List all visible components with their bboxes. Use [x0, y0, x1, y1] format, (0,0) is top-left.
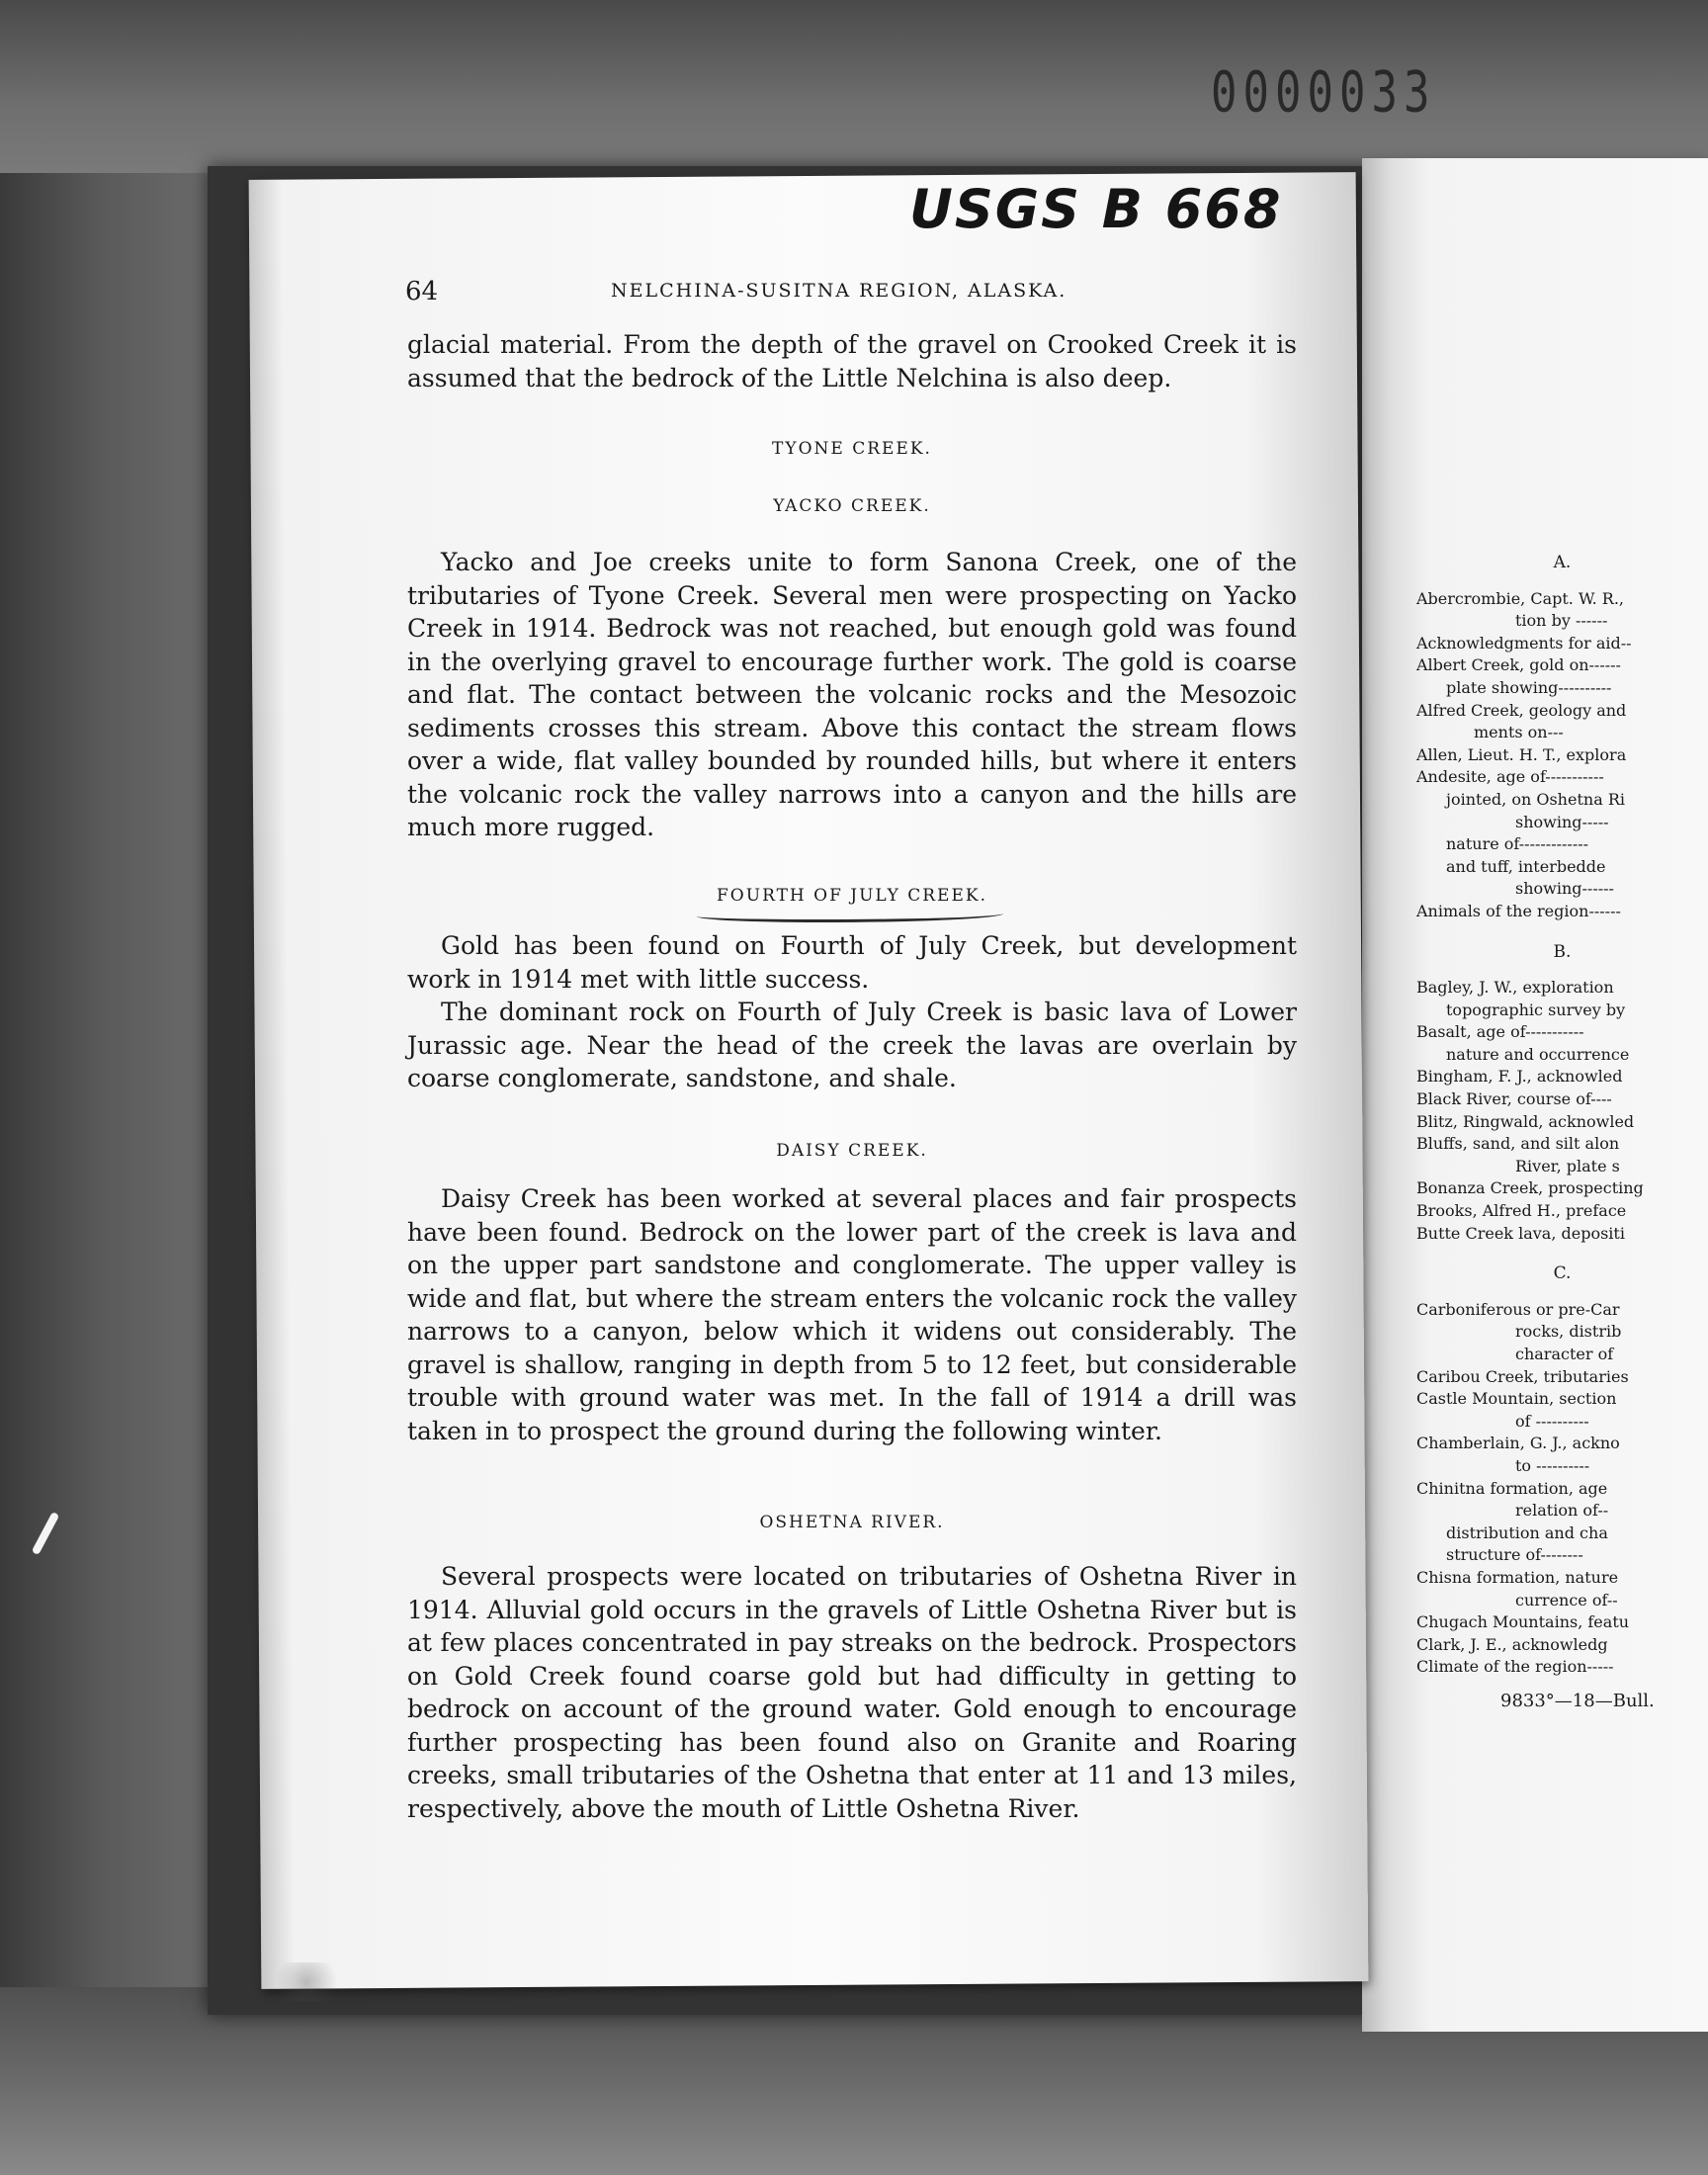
- index-entry: Bonanza Creek, prospecting: [1416, 1178, 1644, 1198]
- section-heading-daisy-creek: DAISY CREEK.: [776, 1141, 928, 1161]
- index-entry: Bagley, J. W., exploration: [1416, 978, 1614, 998]
- fourth-of-july-paragraph-1: Gold has been found on Fourth of July Creek, but development work in 1914 met with little success.: [407, 931, 1297, 994]
- index-entry: Bluffs, sand, and silt alon: [1416, 1134, 1620, 1154]
- page-header: [405, 277, 1295, 306]
- section-heading-oshetna-river: OSHETNA RIVER.: [759, 1513, 945, 1532]
- scan-background-top: [0, 0, 1708, 173]
- index-entry: showing------: [1515, 879, 1614, 899]
- archive-stamp-number: 0000033: [1211, 59, 1436, 126]
- yacko-creek-section: [407, 490, 1297, 524]
- index-entry: Andesite, age of-----------: [1416, 767, 1604, 787]
- daisy-creek-body: [407, 1182, 1297, 1447]
- index-entry: jointed, on Oshetna Ri: [1446, 789, 1625, 809]
- daisy-creek-section: [407, 1135, 1297, 1169]
- index-entry: Albert Creek, gold on------: [1416, 655, 1621, 675]
- oshetna-river-paragraph: Several prospects were located on tributaries of Oshetna River in 1914. Alluvial gold occurs in the gravels of Little Oshetna River but is at few places concentrated in pay streaks on the bedrock. Prospectors on Gold Creek found coarse gold but had difficulty in getting to bedrock on account of the ground water. Gold enough to encourage further prospecting has been found also on Granite and Roaring creeks, small tributaries of the Oshetna that enter at 11 and 13 miles, respectively, above the mouth of Little Oshetna River.: [407, 1562, 1297, 1823]
- index-entry: Castle Mountain, section: [1416, 1389, 1617, 1409]
- index-entry: Chisna formation, nature: [1416, 1567, 1619, 1587]
- section-heading-fourth-of-july-creek: FOURTH OF JULY CREEK.: [717, 886, 987, 906]
- index-entry: Black River, course of----: [1416, 1089, 1612, 1109]
- oshetna-river-section: [407, 1507, 1297, 1540]
- daisy-creek-paragraph: Daisy Creek has been worked at several places and fair prospects have been found. Bedrock on the lower part of the creek is lava and on the upper part sandstone and conglomerate. The upper valley is wide and flat, but where the stream enters the volcanic rock the valley narrows to a canyon, below which it widens out considerably. The gravel is shallow, ranging in depth from 5 to 12 feet, but considerable trouble with ground water was met. In the fall of 1914 a drill was taken in to prospect the ground during the following winter.: [407, 1184, 1297, 1445]
- pencil-mark: [32, 1512, 60, 1555]
- oshetna-river-body: [407, 1560, 1297, 1825]
- index-entry: character of: [1515, 1345, 1614, 1363]
- index-entry: currence of--: [1515, 1590, 1618, 1610]
- index-entry: ments on---: [1474, 723, 1564, 742]
- index-entry: Animals of the region------: [1416, 901, 1621, 920]
- index-entry: Basalt, age of-----------: [1416, 1022, 1584, 1042]
- section-heading-tyone-creek: TYONE CREEK.: [772, 439, 932, 459]
- index-entry: and tuff, interbedde: [1446, 856, 1606, 876]
- page-wear-mark: [267, 1962, 346, 2002]
- index-entry: distribution and cha: [1446, 1522, 1608, 1542]
- page-number: 64: [405, 277, 439, 306]
- index-entry: Alfred Creek, geology and: [1416, 700, 1627, 720]
- index-letter-a: A.: [1553, 553, 1572, 572]
- running-head: NELCHINA-SUSITNA REGION, ALASKA.: [611, 280, 1068, 302]
- index-entry: Carboniferous or pre-Car: [1416, 1299, 1620, 1319]
- yacko-creek-body: [407, 546, 1297, 844]
- index-entry: structure of--------: [1446, 1545, 1583, 1565]
- fourth-of-july-creek-body: [407, 929, 1297, 1095]
- index-entry: Chinitna formation, age: [1416, 1478, 1608, 1498]
- tyone-creek-section: [407, 433, 1297, 467]
- print-footnote: 9833°—18—Bull.: [1500, 1691, 1655, 1711]
- index-entry: showing-----: [1515, 812, 1609, 831]
- index-entry: to ----------: [1515, 1455, 1590, 1475]
- index-entry: Bingham, F. J., acknowled: [1416, 1067, 1623, 1087]
- index-entry: Brooks, Alfred H., preface: [1416, 1201, 1627, 1221]
- handwritten-catalog-note: USGS B 668: [909, 178, 1283, 240]
- index-entry: rocks, distrib: [1515, 1322, 1622, 1342]
- index-entry: Acknowledgments for aid--: [1416, 633, 1632, 652]
- intro-paragraph-block: [407, 328, 1297, 394]
- index-entry: Abercrombie, Capt. W. R.,: [1416, 588, 1624, 608]
- index-entry: River, plate s: [1515, 1156, 1620, 1175]
- index-entry: Chamberlain, G. J., ackno: [1416, 1434, 1620, 1453]
- index-entry: of ----------: [1515, 1411, 1589, 1431]
- yacko-creek-paragraph: Yacko and Joe creeks unite to form Sanona Creek, one of the tributaries of Tyone Creek. Several men were prospecting on Yacko Creek in 1914. Bedrock was not reached, but enough gold was found in the overlying gravel to encourage further work. The gold is coarse and flat. The contact between the volcanic rocks and the Mesozoic sediments crosses this stream. Above this contact the stream flows over a wide, flat valley bounded by rounded hills, but where it enters the volcanic rock the valley narrows into a canyon and the hills are much more rugged.: [407, 548, 1297, 841]
- index-entry: plate showing----------: [1446, 677, 1612, 697]
- index-letter-c: C.: [1553, 1263, 1572, 1284]
- index-column: [1416, 534, 1708, 1679]
- index-entry: nature and occurrence: [1446, 1044, 1630, 1064]
- index-entry: Caribou Creek, tributaries: [1416, 1366, 1629, 1386]
- section-heading-yacko-creek: YACKO CREEK.: [773, 496, 931, 516]
- index-entry: relation of--: [1515, 1501, 1609, 1521]
- index-entry: Climate of the region-----: [1416, 1657, 1614, 1677]
- index-entry: Chugach Mountains, featu: [1416, 1612, 1630, 1632]
- intro-paragraph: glacial material. From the depth of the gravel on Crooked Creek it is assumed that the bedrock of the Little Nelchina is also deep.: [407, 330, 1297, 392]
- fourth-of-july-paragraph-2: The dominant rock on Fourth of July Creek is basic lava of Lower Jurassic age. Near the head of the creek the lavas are overlain by coarse conglomerate, sandstone, and shale.: [407, 998, 1297, 1092]
- index-entry: tion by ------: [1515, 611, 1608, 631]
- index-entry: Clark, J. E., acknowledg: [1416, 1634, 1608, 1654]
- index-entry: topographic survey by: [1446, 1000, 1626, 1019]
- index-entry: nature of-------------: [1446, 834, 1589, 854]
- index-entry: Allen, Lieut. H. T., explora: [1416, 744, 1627, 764]
- index-entry: Blitz, Ringwald, acknowled: [1416, 1111, 1635, 1131]
- index-letter-b: B.: [1553, 941, 1572, 962]
- index-entry: Butte Creek lava, depositi: [1416, 1223, 1625, 1243]
